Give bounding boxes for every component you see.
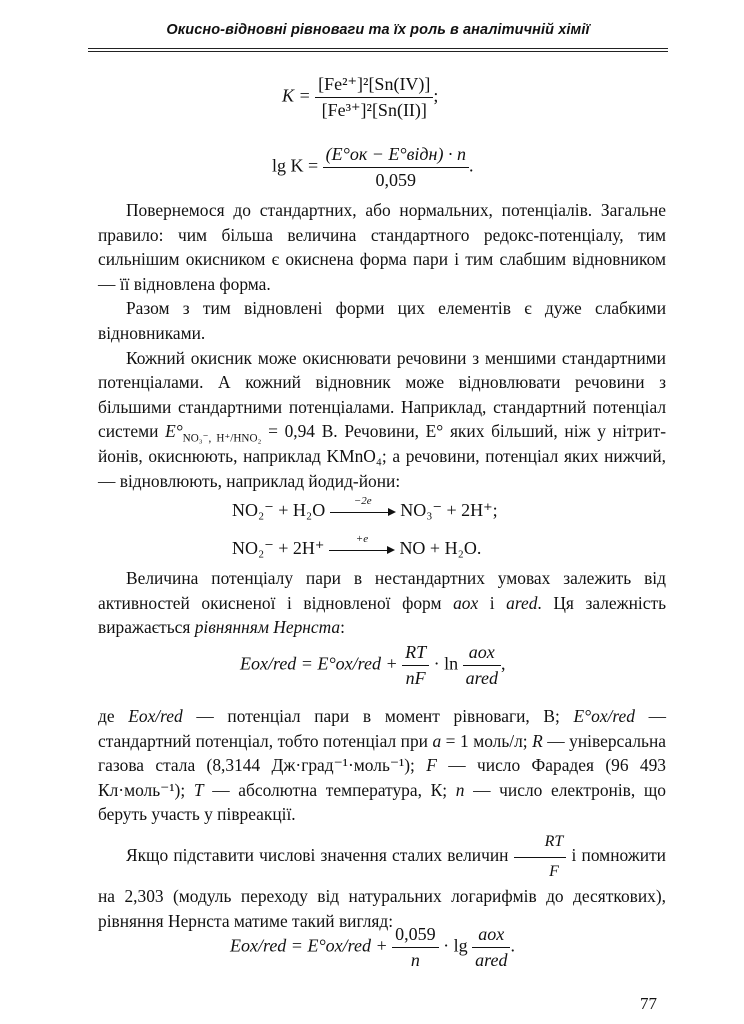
reaction-2 [232, 532, 482, 559]
formula-k-lhs: K = [282, 85, 311, 106]
paragraph-4-ared: ared [506, 592, 538, 613]
paragraph-4 [98, 566, 666, 640]
nernst-1-tail: , [500, 653, 506, 674]
paragraph-4-nernst-term: рівнянням Нернста [194, 617, 341, 638]
paragraph-6-text-a: Якщо підставити числові значення сталих величин [126, 845, 514, 866]
nernst-2-activity-fraction [472, 924, 510, 971]
nernst-1-denominator: nF [405, 668, 426, 688]
nernst-1-activity-denominator: ared [465, 668, 498, 688]
formula-k-fraction [315, 74, 433, 121]
paragraph-5-n: n [455, 779, 465, 800]
body-text-block-1 [98, 198, 666, 493]
formula-lgk-denominator: 0,059 [375, 170, 417, 190]
formula-lgk-lhs: lg K = [272, 155, 319, 176]
paragraph-5-e-ox-red: Eox/red [128, 706, 183, 726]
paragraph-6 [98, 830, 666, 933]
equilibrium-constant-formula [282, 74, 438, 121]
paragraph-5-text-g: — абсолютна температура, К; [203, 779, 456, 800]
page-number: 77 [640, 994, 657, 1013]
formula-k-numerator: [Fe²⁺]²[Sn(IV)] [315, 74, 433, 98]
paragraph-5-text-b: — потенціал пари в момент рівноваги, В; [182, 706, 574, 726]
formula-k-tail: ; [433, 85, 439, 106]
nernst-2-denominator: n [410, 950, 420, 970]
nernst-2-lhs: Eox/red = E°ox/red + [230, 935, 388, 956]
header-rule-bottom [88, 51, 668, 52]
paragraph-5-text-e: — універсальна газова стала (8,3144 Дж·град⁻¹·моль⁻¹); [98, 730, 666, 776]
paragraph-2: Разом з тим відновлені форми цих елементів є дуже слабкими відновниками. [98, 298, 666, 343]
paragraph-4-aox: aox [453, 592, 479, 613]
body-text-block-4 [98, 830, 666, 933]
paragraph-3-e: E° [165, 421, 183, 442]
nernst-2-lg: · lg [443, 935, 468, 956]
paragraph-3-e-sub: NO₃⁻, H⁺/HNO₂ [182, 432, 262, 445]
paragraph-6-f: F [549, 862, 559, 880]
nernst-1-lhs: Eox/red = E°ox/red + [240, 653, 398, 674]
paragraph-1: Повернемося до стандартних, або нормальних, потенціалів. Загальне правило: чим більша величина стандартного редокс-потенціалу, тим сильнішим окисником є окиснена форма пари і тим слабшим відновником — її відновлена форма. [98, 200, 666, 294]
paragraph-5-text-d: = 1 моль/л; [441, 730, 533, 751]
nernst-1-fraction [402, 642, 429, 689]
header-rule-top [88, 48, 668, 49]
nernst-1-activity-numerator: aox [463, 642, 501, 666]
body-text-block-3 [98, 704, 666, 827]
reaction-1-arrow-label: −2e [353, 494, 372, 507]
body-text-block-2 [98, 566, 666, 640]
reaction-1-left: NO₂⁻ + H₂O [232, 500, 326, 520]
reaction-2-left: NO₂⁻ + 2H⁺ [232, 538, 325, 558]
paragraph-5-f: F [426, 755, 437, 776]
paragraph-4-text-c: : [340, 617, 345, 638]
paragraph-4-text-b: . Ця залежність виражається [98, 592, 666, 638]
nernst-1-numerator: RT [402, 642, 429, 666]
nernst-2-activity-denominator: ared [475, 950, 508, 970]
paragraph-3-text-b: = 0,94 В. Речовини, E° яких більший, ніж у нітрит-йонів, окиснюють, наприклад KMnO₄; а речовини, потенціал яких нижчий, — відновлюють, наприклад йодид-йони: [98, 421, 666, 491]
nernst-2-activity-numerator: aox [472, 924, 510, 948]
formula-lgk-tail: . [468, 155, 474, 176]
paragraph-5 [98, 704, 666, 827]
paragraph-5-text-c: — стандартний потенціал, тобто потенціал при [98, 706, 666, 751]
paragraph-3 [98, 346, 666, 494]
nernst-2-numerator: 0,059 [392, 924, 439, 948]
nernst-equation [240, 642, 505, 689]
paragraph-6-rt-over-f [514, 830, 567, 884]
paragraph-5-e-standard: E°ox/red [573, 706, 635, 726]
reaction-2-arrow-label: +e [355, 532, 369, 545]
nernst-1-ln: · ln [433, 653, 459, 674]
paragraph-3-text-a: Кожний окисник може окиснювати речовини з меншими стандартними потенціалами. А кожний відновник може відновлювати речовини з більшими стандартними потенціалами. Наприклад, стандартний потенціал системи [98, 347, 666, 442]
paragraph-5-text-f: — число Фарадея (96 493 Кл·моль⁻¹); [98, 755, 666, 800]
paragraph-6-rt: RT [514, 830, 567, 858]
formula-lgk-fraction [323, 144, 469, 191]
reaction-2-arrow [329, 532, 395, 556]
reaction-1 [232, 494, 498, 521]
paragraph-5-t: T [193, 779, 204, 800]
nernst-1-activity-fraction [463, 642, 501, 689]
nernst-2-fraction [392, 924, 439, 971]
paragraph-5-a: a [432, 730, 442, 751]
paragraph-5-text-a: де [98, 706, 129, 726]
paragraph-5-r: R [532, 730, 543, 751]
paragraph-4-and: і [478, 592, 507, 613]
formula-k-denominator: [Fe³⁺]²[Sn(II)] [321, 100, 427, 120]
nernst-equation-decimal [230, 924, 515, 971]
reaction-1-arrow [330, 494, 396, 518]
reaction-1-right: NO₃⁻ + 2H⁺; [400, 500, 498, 520]
nernst-2-tail: . [510, 935, 515, 956]
running-header: Окисно-відновні рівноваги та їх роль в аналітичній хімії [166, 22, 590, 38]
paragraph-6-text-b: і помножити на 2,303 (модуль переходу від натуральних логарифмів до десяткових), рівняння Нернста матиме такий вигляд: [98, 845, 666, 931]
reaction-2-right: NO + H₂O. [399, 538, 482, 558]
paragraph-5-text-h: — число електронів, що беруть участь у півреакції. [98, 779, 667, 825]
log-constant-formula [272, 144, 473, 191]
paragraph-4-text-a: Величина потенціалу пари в нестандартних умовах залежить від активностей окисненої і відновленої форм [98, 568, 666, 613]
formula-lgk-numerator: (E°ок − E°відн) · n [323, 144, 469, 168]
